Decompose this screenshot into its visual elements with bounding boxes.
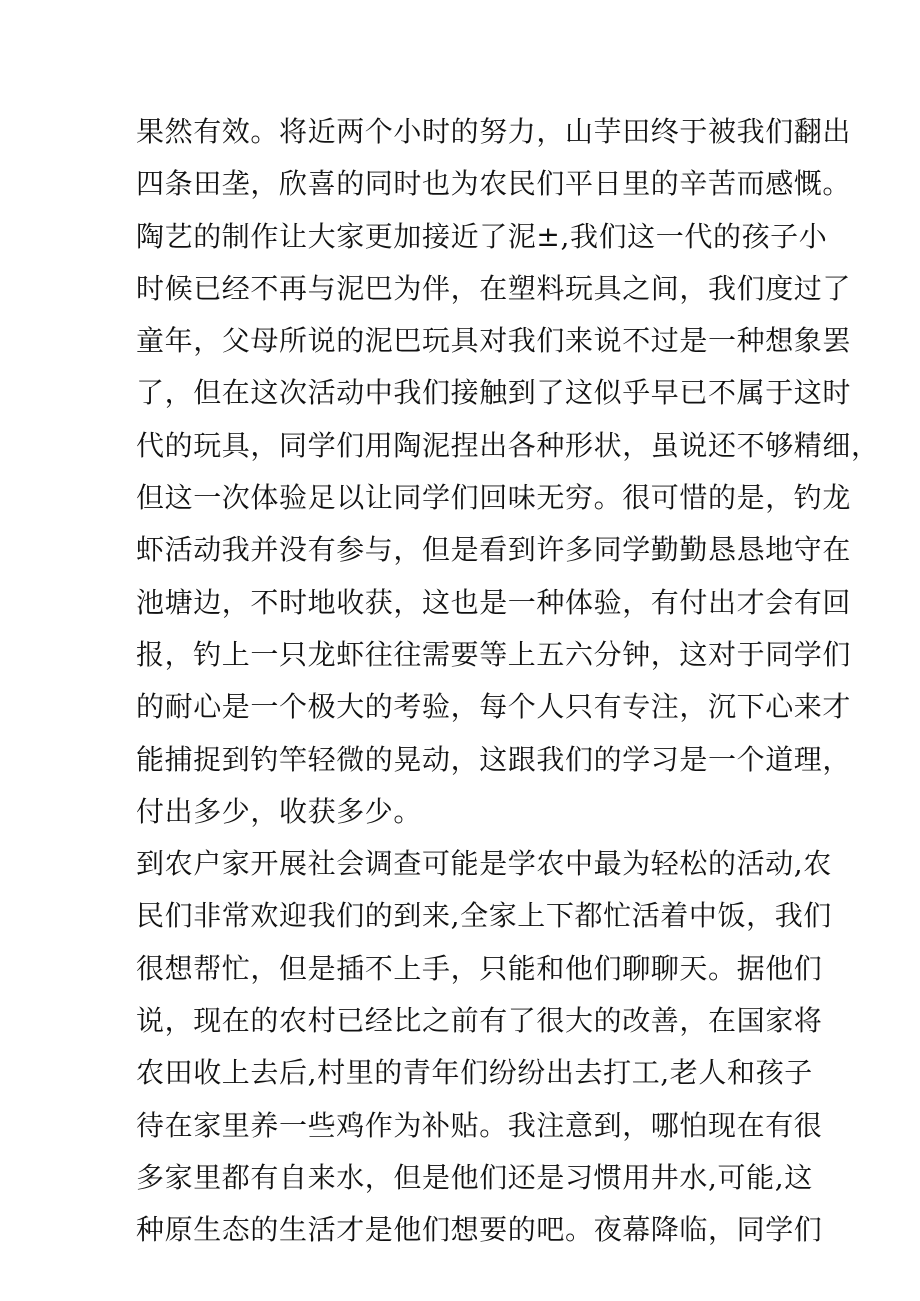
text-line: 童年，父母所说的泥巴玩具对我们来说不过是一种想象罢 <box>136 324 852 358</box>
text-line: 多家里都有自来水，但是他们还是习惯用井水,可能,这 <box>136 1160 813 1194</box>
text-line: 很想帮忙，但是插不上手，只能和他们聊聊天。据他们 <box>136 951 823 985</box>
text-line: 陶艺的制作让大家更加接近了泥±,我们这一代的孩子小 <box>136 219 828 253</box>
text-line: 的耐心是一个极大的考验，每个人只有专注，沉下心来才 <box>136 690 852 724</box>
text-line: 池塘边，不时地收获，这也是一种体验，有付出才会有回 <box>136 585 852 619</box>
text-line: 时候已经不再与泥巴为伴，在塑料玩具之间，我们度过了 <box>136 271 852 305</box>
text-line: 报，钓上一只龙虾往往需要等上五六分钟，这对于同学们 <box>136 637 852 671</box>
text-line: 到农户家开展社会调查可能是学农中最为轻松的活动,农 <box>136 847 832 881</box>
text-line: 农田收上去后,村里的青年们纷纷出去打工,老人和孩子 <box>136 1056 813 1090</box>
text-line: 虾活动我并没有参与，但是看到许多同学勤勤恳恳地守在 <box>136 533 852 567</box>
text-line: 说，现在的农村已经比之前有了很大的改善，在国家将 <box>136 1004 823 1038</box>
text-line: 种原生态的生活才是他们想要的吧。夜幕降临，同学们 <box>136 1213 823 1247</box>
text-line: 付出多少，收获多少。 <box>136 794 423 828</box>
text-line: 了，但在这次活动中我们接触到了这似乎早已不属于这时 <box>136 376 852 410</box>
text-line: 代的玩具，同学们用陶泥捏出各种形状，虽说还不够精细， <box>136 428 880 462</box>
text-line: 四条田垄，欣喜的同时也为农民们平日里的辛苦而感慨。 <box>136 167 852 201</box>
text-line: 待在家里养一些鸡作为补贴。我注意到，哪怕现在有很 <box>136 1108 823 1142</box>
text-line: 果然有效。将近两个小时的努力，山芋田终于被我们翻出 <box>136 115 852 148</box>
text-line: 能捕捉到钓竿轻微的晃动，这跟我们的学习是一个道理， <box>136 742 852 776</box>
text-line: 民们非常欢迎我们的到来,全家上下都忙活着中饭，我们 <box>136 899 832 933</box>
text-line: 但这一次体验足以让同学们回味无穷。很可惜的是，钓龙 <box>136 481 852 515</box>
body-text <box>136 106 880 1257</box>
